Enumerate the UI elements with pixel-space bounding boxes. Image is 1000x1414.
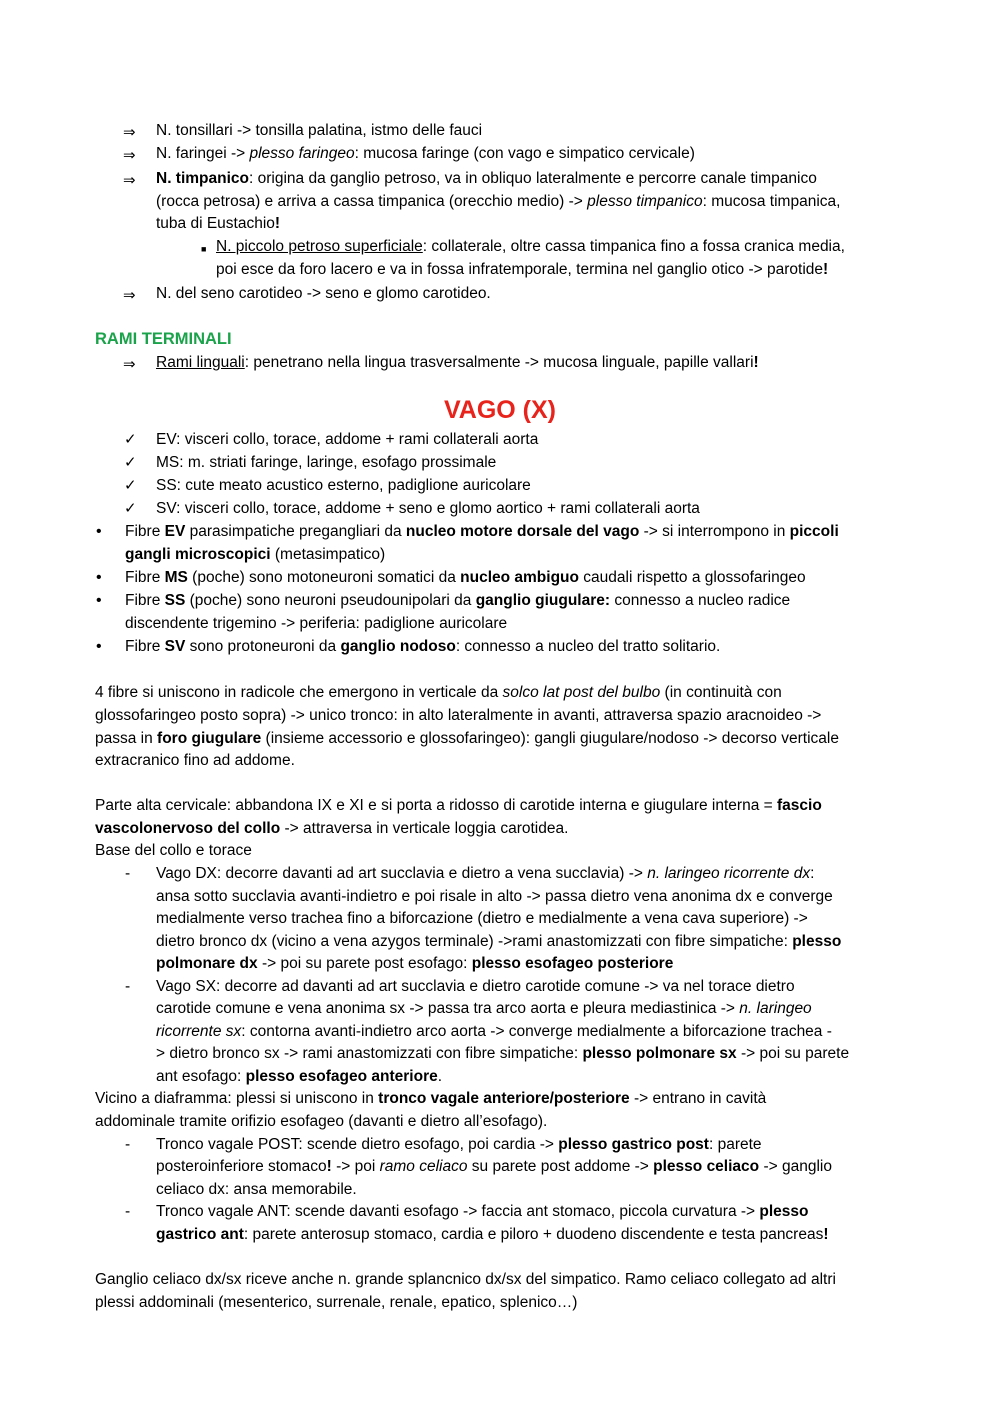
page-title: VAGO (X) <box>443 396 557 424</box>
bullet-icon: • <box>96 638 102 655</box>
list-item-tonsillari: N. tonsillari -> tonsilla palatina, istmo delle fauci <box>156 122 483 139</box>
bullet-item-ms: Fibre MS (poche) sono motoneuroni somatici da nucleo ambiguo caudali rispetto a glossofaringeo <box>125 569 806 586</box>
paragraph-line: vascolonervoso del collo -> attraversa in verticale loggia carotidea. <box>95 820 569 837</box>
list-item-vago-dx-line: dietro bronco dx (vicino a vena azygos terminale) ->rami anastomizzati con fibre simpatiche: plesso <box>156 933 842 950</box>
list-item-tronco-ant: Tronco vagale ANT: scende davanti esofago -> faccia ant stomaco, piccola curvatura -> plesso <box>156 1203 809 1220</box>
bullet-item-sv: Fibre SV sono protoneuroni da ganglio nodoso: connesso a nucleo del tratto solitario. <box>125 638 721 655</box>
list-item-vago-dx-line: ansa sotto succlavia avanti-indietro e poi risale in alto -> passa dietro vena anonima dx e converge <box>156 888 833 905</box>
list-item-vago-sx: Vago SX: decorre ad davanti ad art succlavia e dietro carotide comune -> va nel torace dietro <box>156 978 795 995</box>
arrow-icon: ⇒ <box>123 123 136 141</box>
arrow-icon: ⇒ <box>123 355 136 373</box>
list-item-tronco-post-line: posteroinferiore stomaco! -> poi ramo celiaco su parete post addome -> plesso celiaco -> ganglio <box>156 1158 832 1175</box>
paragraph-line: glossofaringeo posto sopra) -> unico tronco: in alto lateralmente in avanti, attraversa spazio aracnoideo -> <box>95 707 822 724</box>
paragraph-line: 4 fibre si uniscono in radicole che emergono in verticale da solco lat post del bulbo (in continuità con <box>95 684 782 701</box>
list-item-faringei: N. faringei -> plesso faringeo: mucosa faringe (con vago e simpatico cervicale) <box>156 145 695 162</box>
list-item-linguali: Rami linguali: penetrano nella lingua trasversalmente -> mucosa linguale, papille vallari! <box>156 354 759 371</box>
square-bullet-icon: ■ <box>201 244 207 254</box>
paragraph-line: plessi addominali (mesenterico, surrenale, renale, epatico, splenico…) <box>95 1294 578 1311</box>
bullet-icon: • <box>96 592 102 609</box>
list-item-vago-sx-line: ricorrente sx: contorna avanti-indietro arco aorta -> converge medialmente a biforcazione trachea - <box>156 1023 832 1040</box>
dash-bullet: - <box>125 1136 131 1153</box>
list-item-tronco-post-line: celiaco dx: ansa memorabile. <box>156 1181 357 1198</box>
paragraph-line: Ganglio celiaco dx/sx riceve anche n. grande splancnico dx/sx del simpatico. Ramo celiaco collegato ad altri <box>95 1271 836 1288</box>
bullet-icon: • <box>96 523 102 540</box>
check-item-sv: SV: visceri collo, torace, addome + seno e glomo aortico + rami collaterali aorta <box>156 500 700 517</box>
list-item-petroso: N. piccolo petroso superficiale: collaterale, oltre cassa timpanica fino a fossa cranica media, <box>216 238 845 255</box>
arrow-icon: ⇒ <box>123 171 136 189</box>
dash-bullet: - <box>125 865 131 882</box>
paragraph-line: Vicino a diaframma: plessi si uniscono in tronco vagale anteriore/posteriore -> entrano in cavità <box>95 1090 767 1107</box>
paragraph-line: Base del collo e torace <box>95 842 252 859</box>
paragraph-line: addominale tramite orifizio esofageo (davanti e dietro all’esofago). <box>95 1113 548 1130</box>
list-item-tronco-post: Tronco vagale POST: scende dietro esofago, poi cardia -> plesso gastrico post: parete <box>156 1136 762 1153</box>
list-item-vago-sx-line: carotide comune e vena anonima sx -> passa tra arco aorta e pleura mediastinica -> n. laringeo <box>156 1000 812 1017</box>
dash-bullet: - <box>125 978 131 995</box>
check-icon: ✓ <box>124 453 137 471</box>
arrow-icon: ⇒ <box>123 286 136 304</box>
check-item-ss: SS: cute meato acustico esterno, padiglione auricolare <box>156 477 531 494</box>
paragraph-line: passa in foro giugulare (insieme accessorio e glossofaringeo): gangli giugulare/nodoso -> decorso verticale <box>95 730 839 747</box>
bullet-icon: • <box>96 569 102 586</box>
bullet-item-ev: Fibre EV parasimpatiche pregangliari da nucleo motore dorsale del vago -> si interrompono in piccoli <box>125 523 839 540</box>
bullet-item-ev-line2: gangli microscopici (metasimpatico) <box>125 546 386 563</box>
list-item-timpanico: N. timpanico: origina da ganglio petroso, va in obliquo lateralmente e percorre canale timpanico <box>156 170 817 187</box>
check-icon: ✓ <box>124 430 137 448</box>
list-item-vago-dx: Vago DX: decorre davanti ad art succlavia e dietro a vena succlavia) -> n. laringeo ricorrente dx: <box>156 865 815 882</box>
check-icon: ✓ <box>124 476 137 494</box>
bullet-item-ss-line2: discendente trigemino -> periferia: padiglione auricolare <box>125 615 508 632</box>
check-item-ms: MS: m. striati faringe, laringe, esofago prossimale <box>156 454 497 471</box>
paragraph-line: Parte alta cervicale: abbandona IX e XI e si porta a ridosso di carotide interna e giugulare interna = fascio <box>95 797 822 814</box>
list-item-timpanico-line2: (rocca petrosa) e arriva a cassa timpanica (orecchio medio) -> plesso timpanico: mucosa timpanica, <box>156 193 841 210</box>
list-item-vago-sx-line: ant esofago: plesso esofageo anteriore. <box>156 1068 443 1085</box>
list-item-vago-sx-line: > dietro bronco sx -> rami anastomizzati con fibre simpatiche: plesso polmonare sx -> poi su parete <box>156 1045 850 1062</box>
dash-bullet: - <box>125 1203 131 1220</box>
list-item-timpanico-line3: tuba di Eustachio! <box>156 215 281 232</box>
paragraph-line: extracranico fino ad addome. <box>95 752 295 769</box>
list-item-tronco-ant-line: gastrico ant: parete anterosup stomaco, cardia e piloro + duodeno discendente e testa pancreas! <box>156 1226 829 1243</box>
check-icon: ✓ <box>124 499 137 517</box>
arrow-icon: ⇒ <box>123 146 136 164</box>
list-item-petroso-line2: poi esce da foro lacero e va in fossa infratemporale, termina nel ganglio otico -> parotide! <box>216 261 829 278</box>
bullet-item-ss: Fibre SS (poche) sono neuroni pseudounipolari da ganglio giugulare: connesso a nucleo radice <box>125 592 791 609</box>
check-item-ev: EV: visceri collo, torace, addome + rami collaterali aorta <box>156 431 539 448</box>
section-heading-rami-terminali: RAMI TERMINALI <box>95 330 232 348</box>
list-item-seno: N. del seno carotideo -> seno e glomo carotideo. <box>156 285 491 302</box>
list-item-vago-dx-line: polmonare dx -> poi su parete post esofago: plesso esofageo posteriore <box>156 955 674 972</box>
list-item-vago-dx-line: medialmente verso trachea fino a biforcazione (dietro e medialmente a vena cava superiore) -> <box>156 910 808 927</box>
